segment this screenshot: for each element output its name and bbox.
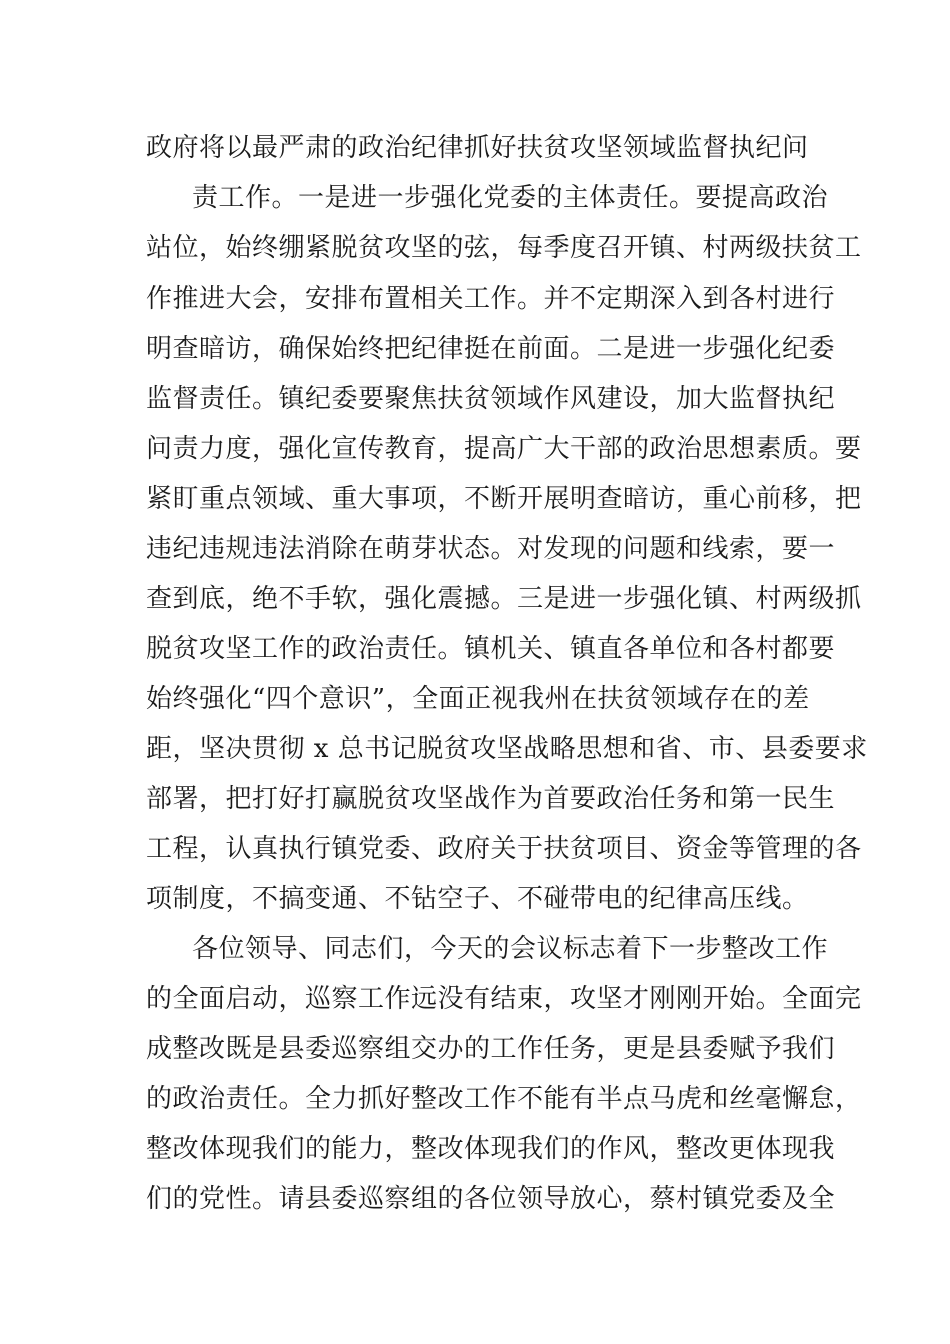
text-line: 脱贫攻坚工作的政治责任。镇机关、镇直各单位和各村都要 — [146, 634, 836, 664]
text-line: 站位，始终绷紧脱贫攻坚的弦，每季度召开镇、村两级扶贫工 — [146, 233, 862, 263]
text-line: 明查暗访，确保始终把纪律挺在前面。二是进一步强化纪委 — [146, 334, 836, 364]
text-line: 紧盯重点领域、重大事项，不断开展明查暗访，重心前移，把 — [146, 484, 862, 514]
text-line: 成整改既是县委巡察组交办的工作任务，更是县委赋予我们 — [146, 1034, 836, 1064]
text-line: 的全面启动，巡察工作远没有结束，攻坚才刚刚开始。全面完 — [146, 984, 862, 1014]
text-line: 查到底，绝不手软，强化震撼。三是进一步强化镇、村两级抓 — [146, 584, 862, 614]
text-line: 违纪违规违法消除在萌芽状态。对发现的问题和线索，要一 — [146, 534, 836, 564]
text-line: 们的党性。请县委巡察组的各位领导放心，蔡村镇党委及全 — [146, 1184, 836, 1214]
text-line: 作推进大会，安排布置相关工作。并不定期深入到各村进行 — [146, 284, 836, 314]
text-line: 工程，认真执行镇党委、政府关于扶贫项目、资金等管理的各 — [146, 834, 862, 864]
text-line: 政府将以最严肃的政治纪律抓好扶贫攻坚领域监督执纪问 — [146, 133, 809, 163]
text-line: 问责力度，强化宣传教育，提高广大干部的政治思想素质。要 — [146, 434, 862, 464]
text-line: 始终强化“四个意识”，全面正视我州在扶贫领域存在的差 — [146, 684, 810, 714]
text-line: 整改体现我们的能力，整改体现我们的作风，整改更体现我 — [146, 1134, 836, 1164]
text-line: 距，坚决贯彻 x 总书记脱贫攻坚战略思想和省、市、县委要求 — [146, 734, 868, 764]
text-line: 责工作。一是进一步强化党委的主体责任。要提高政治 — [192, 183, 829, 213]
text-line: 监督责任。镇纪委要聚焦扶贫领域作风建设，加大监督执纪 — [146, 384, 836, 414]
text-line: 的政治责任。全力抓好整改工作不能有半点马虎和丝毫懈怠， — [146, 1084, 862, 1114]
text-line: 项制度，不搞变通、不钻空子、不碰带电的纪律高压线。 — [146, 884, 809, 914]
text-line: 部署，把打好打赢脱贫攻坚战作为首要政治任务和第一民生 — [146, 784, 836, 814]
paragraph-start-line: 各位领导、同志们，今天的会议标志着下一步整改工作 — [192, 934, 829, 964]
